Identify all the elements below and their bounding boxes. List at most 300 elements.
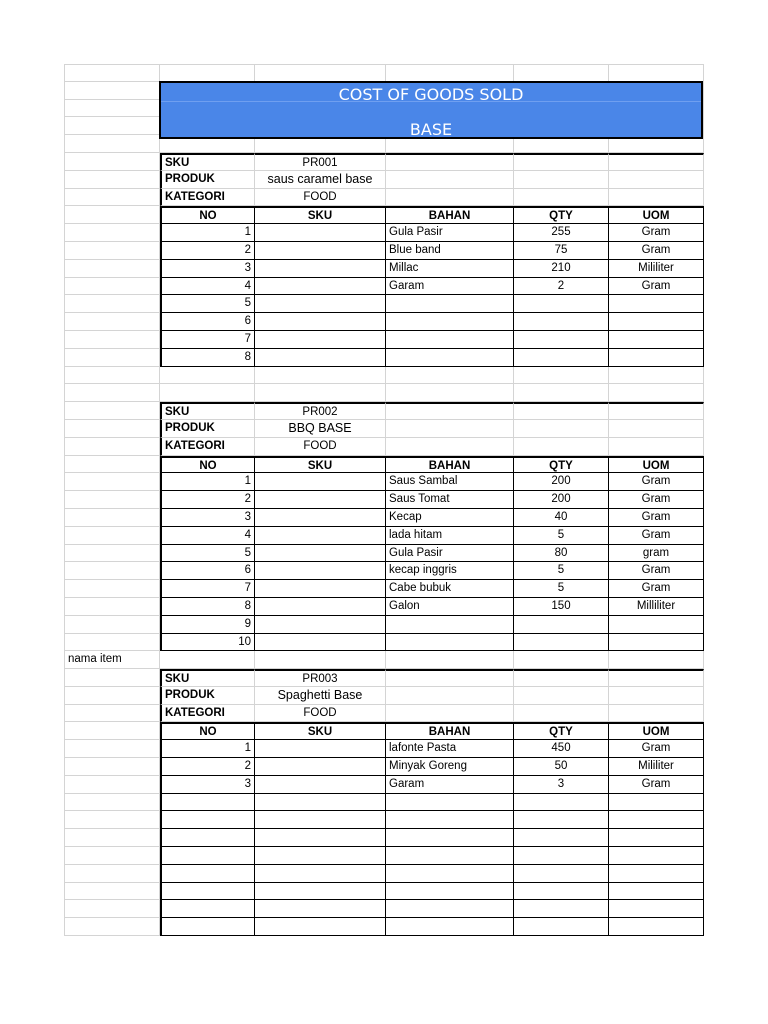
cell[interactable] bbox=[64, 349, 160, 367]
row-bahan[interactable]: lafonte Pasta bbox=[386, 740, 514, 758]
row-qty[interactable]: 150 bbox=[514, 598, 609, 616]
row-sku[interactable] bbox=[255, 883, 386, 901]
column-header-row bbox=[64, 722, 704, 740]
cell[interactable] bbox=[609, 438, 704, 456]
row-uom[interactable] bbox=[609, 900, 704, 918]
row-qty[interactable] bbox=[514, 900, 609, 918]
row-no[interactable] bbox=[160, 865, 255, 883]
row-bahan[interactable] bbox=[386, 616, 514, 634]
row-bahan[interactable]: Millac bbox=[386, 260, 514, 278]
cell[interactable] bbox=[64, 776, 160, 794]
product-name-row bbox=[64, 171, 704, 189]
row-bahan[interactable]: kecap inggris bbox=[386, 562, 514, 580]
sku-label[interactable]: SKU bbox=[160, 153, 255, 171]
col-header-qty[interactable]: QTY bbox=[514, 722, 609, 740]
cell[interactable] bbox=[160, 384, 255, 402]
row-uom[interactable] bbox=[609, 349, 704, 367]
row-qty[interactable]: 450 bbox=[514, 740, 609, 758]
table-row bbox=[64, 562, 704, 580]
row-sku[interactable] bbox=[255, 527, 386, 545]
row-qty[interactable]: 75 bbox=[514, 242, 609, 260]
row-bahan[interactable]: Gula Pasir bbox=[386, 224, 514, 242]
produk-label[interactable]: PRODUK bbox=[160, 687, 255, 705]
row-no[interactable]: 6 bbox=[160, 313, 255, 331]
cell[interactable] bbox=[64, 634, 160, 652]
row-uom[interactable]: Gram bbox=[609, 527, 704, 545]
row-uom[interactable]: Gram bbox=[609, 562, 704, 580]
cell[interactable] bbox=[609, 420, 704, 438]
row-sku[interactable] bbox=[255, 794, 386, 812]
table-row bbox=[64, 794, 704, 812]
row-sku[interactable] bbox=[255, 900, 386, 918]
cell[interactable] bbox=[64, 865, 160, 883]
row-qty[interactable] bbox=[514, 794, 609, 812]
sku-label[interactable]: SKU bbox=[160, 669, 255, 687]
row-bahan[interactable]: Minyak Goreng bbox=[386, 758, 514, 776]
cell[interactable] bbox=[386, 420, 514, 438]
table-row bbox=[64, 242, 704, 260]
row-sku[interactable] bbox=[255, 918, 386, 936]
row-sku[interactable] bbox=[255, 278, 386, 296]
row-bahan[interactable] bbox=[386, 847, 514, 865]
row-uom[interactable]: Mililiter bbox=[609, 758, 704, 776]
row-no[interactable] bbox=[160, 847, 255, 865]
row-no[interactable] bbox=[160, 811, 255, 829]
table-row bbox=[64, 278, 704, 296]
row-sku[interactable] bbox=[255, 580, 386, 598]
row-uom[interactable] bbox=[609, 331, 704, 349]
cell[interactable] bbox=[64, 456, 160, 474]
cell[interactable] bbox=[386, 651, 514, 669]
row-uom[interactable] bbox=[609, 829, 704, 847]
table-row bbox=[64, 829, 704, 847]
cell[interactable] bbox=[64, 598, 160, 616]
row-uom[interactable]: Mililiter bbox=[609, 260, 704, 278]
product-sku-value[interactable]: PR002 bbox=[255, 402, 386, 420]
cell[interactable] bbox=[609, 189, 704, 207]
cell[interactable] bbox=[64, 438, 160, 456]
row-bahan[interactable]: Kecap bbox=[386, 509, 514, 527]
cell[interactable] bbox=[64, 491, 160, 509]
row-bahan[interactable]: Garam bbox=[386, 278, 514, 296]
cell[interactable] bbox=[514, 438, 609, 456]
cell[interactable] bbox=[64, 189, 160, 207]
row-no[interactable]: 1 bbox=[160, 224, 255, 242]
cell[interactable] bbox=[64, 295, 160, 313]
product-category-value[interactable]: FOOD bbox=[255, 189, 386, 207]
cell[interactable] bbox=[64, 153, 160, 171]
row-uom[interactable] bbox=[609, 313, 704, 331]
cell[interactable] bbox=[64, 811, 160, 829]
cell[interactable] bbox=[64, 829, 160, 847]
row-uom[interactable]: Gram bbox=[609, 580, 704, 598]
empty-row bbox=[64, 367, 704, 385]
cell[interactable] bbox=[609, 171, 704, 189]
kategori-label[interactable]: KATEGORI bbox=[160, 189, 255, 207]
cell[interactable] bbox=[514, 669, 609, 687]
produk-label[interactable]: PRODUK bbox=[160, 420, 255, 438]
cell[interactable] bbox=[609, 64, 704, 82]
cell[interactable] bbox=[64, 580, 160, 598]
product-name-row bbox=[64, 420, 704, 438]
cell[interactable] bbox=[64, 758, 160, 776]
row-sku[interactable] bbox=[255, 349, 386, 367]
cell[interactable] bbox=[386, 402, 514, 420]
cell[interactable] bbox=[160, 367, 255, 385]
row-no[interactable]: 4 bbox=[160, 527, 255, 545]
row-uom[interactable]: Gram bbox=[609, 740, 704, 758]
cell[interactable] bbox=[64, 402, 160, 420]
row-uom[interactable] bbox=[609, 883, 704, 901]
cell[interactable] bbox=[514, 384, 609, 402]
cell[interactable] bbox=[64, 331, 160, 349]
cell[interactable] bbox=[514, 171, 609, 189]
row-uom[interactable]: Gram bbox=[609, 224, 704, 242]
cell[interactable] bbox=[64, 527, 160, 545]
row-bahan[interactable]: Cabe bubuk bbox=[386, 580, 514, 598]
row-qty[interactable]: 50 bbox=[514, 758, 609, 776]
cell[interactable] bbox=[386, 367, 514, 385]
row-no[interactable]: 3 bbox=[160, 509, 255, 527]
row-bahan[interactable] bbox=[386, 331, 514, 349]
cell[interactable] bbox=[64, 509, 160, 527]
row-qty[interactable]: 5 bbox=[514, 562, 609, 580]
row-sku[interactable] bbox=[255, 616, 386, 634]
row-no[interactable]: 3 bbox=[160, 776, 255, 794]
row-qty[interactable] bbox=[514, 865, 609, 883]
cell[interactable] bbox=[64, 616, 160, 634]
product-name-value[interactable]: saus caramel base bbox=[255, 171, 386, 189]
row-bahan[interactable]: Saus Tomat bbox=[386, 491, 514, 509]
row-qty[interactable]: 80 bbox=[514, 545, 609, 563]
row-qty[interactable]: 3 bbox=[514, 776, 609, 794]
cell[interactable] bbox=[64, 260, 160, 278]
product-sku-value[interactable]: PR003 bbox=[255, 669, 386, 687]
row-uom[interactable]: Milliliter bbox=[609, 598, 704, 616]
cell[interactable] bbox=[64, 64, 160, 82]
cell[interactable] bbox=[514, 420, 609, 438]
row-uom[interactable] bbox=[609, 634, 704, 652]
cell[interactable] bbox=[514, 367, 609, 385]
kategori-label[interactable]: KATEGORI bbox=[160, 438, 255, 456]
row-sku[interactable] bbox=[255, 562, 386, 580]
cell[interactable] bbox=[609, 153, 704, 171]
row-qty[interactable] bbox=[514, 811, 609, 829]
row-bahan[interactable] bbox=[386, 865, 514, 883]
row-sku[interactable] bbox=[255, 811, 386, 829]
table-row bbox=[64, 811, 704, 829]
row-no[interactable]: 5 bbox=[160, 295, 255, 313]
row-qty[interactable]: 5 bbox=[514, 580, 609, 598]
row-uom[interactable]: gram bbox=[609, 545, 704, 563]
cell[interactable] bbox=[386, 438, 514, 456]
row-qty[interactable] bbox=[514, 349, 609, 367]
cell[interactable] bbox=[514, 64, 609, 82]
cell[interactable] bbox=[386, 705, 514, 723]
product-category-row bbox=[64, 705, 704, 723]
row-no[interactable]: 7 bbox=[160, 580, 255, 598]
row-qty[interactable] bbox=[514, 331, 609, 349]
kategori-label[interactable]: KATEGORI bbox=[160, 705, 255, 723]
cell[interactable] bbox=[609, 402, 704, 420]
cell[interactable] bbox=[64, 420, 160, 438]
row-sku[interactable] bbox=[255, 634, 386, 652]
product-sku-value[interactable]: PR001 bbox=[255, 153, 386, 171]
row-no[interactable] bbox=[160, 918, 255, 936]
row-uom[interactable] bbox=[609, 295, 704, 313]
row-uom[interactable] bbox=[609, 865, 704, 883]
col-header-no[interactable]: NO bbox=[160, 206, 255, 224]
cell[interactable] bbox=[64, 100, 160, 118]
row-sku[interactable] bbox=[255, 295, 386, 313]
row-bahan[interactable] bbox=[386, 794, 514, 812]
table-row bbox=[64, 847, 704, 865]
row-no[interactable]: 9 bbox=[160, 616, 255, 634]
row-bahan[interactable] bbox=[386, 634, 514, 652]
col-header-uom[interactable]: UOM bbox=[609, 456, 704, 474]
cell[interactable] bbox=[64, 117, 160, 135]
product-sku-row bbox=[64, 153, 704, 171]
col-header-bahan[interactable]: BAHAN bbox=[386, 722, 514, 740]
row-sku[interactable] bbox=[255, 491, 386, 509]
cell[interactable] bbox=[609, 651, 704, 669]
cell[interactable] bbox=[64, 722, 160, 740]
col-header-uom[interactable]: UOM bbox=[609, 206, 704, 224]
row-no[interactable]: 2 bbox=[160, 758, 255, 776]
row-bahan[interactable] bbox=[386, 883, 514, 901]
table-row bbox=[64, 473, 704, 491]
cell[interactable] bbox=[386, 153, 514, 171]
table-row bbox=[64, 491, 704, 509]
row-bahan[interactable]: Galon bbox=[386, 598, 514, 616]
row-qty[interactable]: 210 bbox=[514, 260, 609, 278]
note-row bbox=[64, 651, 704, 669]
table-row bbox=[64, 580, 704, 598]
cell[interactable] bbox=[255, 64, 386, 82]
cell[interactable] bbox=[64, 669, 160, 687]
row-sku[interactable] bbox=[255, 545, 386, 563]
cell[interactable] bbox=[255, 367, 386, 385]
row-uom[interactable]: Gram bbox=[609, 278, 704, 296]
col-header-qty[interactable]: QTY bbox=[514, 456, 609, 474]
table-row bbox=[64, 918, 704, 936]
row-qty[interactable]: 40 bbox=[514, 509, 609, 527]
cell[interactable] bbox=[64, 794, 160, 812]
row-sku[interactable] bbox=[255, 598, 386, 616]
table-row bbox=[64, 758, 704, 776]
cell[interactable] bbox=[64, 705, 160, 723]
cell[interactable] bbox=[609, 669, 704, 687]
cell[interactable] bbox=[64, 687, 160, 705]
row-qty[interactable] bbox=[514, 918, 609, 936]
cell[interactable] bbox=[64, 562, 160, 580]
cell[interactable] bbox=[64, 224, 160, 242]
cell[interactable] bbox=[64, 473, 160, 491]
row-qty[interactable]: 2 bbox=[514, 278, 609, 296]
row-bahan[interactable] bbox=[386, 811, 514, 829]
row-sku[interactable] bbox=[255, 776, 386, 794]
cell[interactable] bbox=[386, 384, 514, 402]
row-sku[interactable] bbox=[255, 224, 386, 242]
cell[interactable] bbox=[609, 687, 704, 705]
cell[interactable] bbox=[514, 687, 609, 705]
row-sku[interactable] bbox=[255, 740, 386, 758]
row-qty[interactable]: 200 bbox=[514, 473, 609, 491]
col-header-sku[interactable]: SKU bbox=[255, 456, 386, 474]
row-no[interactable]: 5 bbox=[160, 545, 255, 563]
product-name-row bbox=[64, 687, 704, 705]
cell[interactable] bbox=[386, 64, 514, 82]
cell[interactable] bbox=[386, 189, 514, 207]
cell[interactable] bbox=[255, 384, 386, 402]
cell[interactable] bbox=[514, 651, 609, 669]
row-qty[interactable] bbox=[514, 616, 609, 634]
row-no[interactable]: 8 bbox=[160, 349, 255, 367]
row-qty[interactable]: 200 bbox=[514, 491, 609, 509]
row-bahan[interactable] bbox=[386, 918, 514, 936]
row-bahan[interactable]: Blue band bbox=[386, 242, 514, 260]
row-no[interactable]: 7 bbox=[160, 331, 255, 349]
row-bahan[interactable] bbox=[386, 295, 514, 313]
row-sku[interactable] bbox=[255, 242, 386, 260]
row-no[interactable]: 2 bbox=[160, 242, 255, 260]
row-uom[interactable] bbox=[609, 811, 704, 829]
produk-label[interactable]: PRODUK bbox=[160, 171, 255, 189]
row-qty[interactable] bbox=[514, 313, 609, 331]
row-qty[interactable] bbox=[514, 829, 609, 847]
row-sku[interactable] bbox=[255, 509, 386, 527]
row-no[interactable]: 1 bbox=[160, 473, 255, 491]
table-row bbox=[64, 740, 704, 758]
cell[interactable] bbox=[514, 189, 609, 207]
row-sku[interactable] bbox=[255, 758, 386, 776]
row-uom[interactable]: Gram bbox=[609, 491, 704, 509]
row-no[interactable] bbox=[160, 794, 255, 812]
col-header-bahan[interactable]: BAHAN bbox=[386, 456, 514, 474]
col-header-sku[interactable]: SKU bbox=[255, 206, 386, 224]
col-header-sku[interactable]: SKU bbox=[255, 722, 386, 740]
cell[interactable] bbox=[64, 82, 160, 100]
cell[interactable] bbox=[386, 669, 514, 687]
row-bahan[interactable]: lada hitam bbox=[386, 527, 514, 545]
row-sku[interactable] bbox=[255, 847, 386, 865]
table-row bbox=[64, 313, 704, 331]
cell[interactable] bbox=[64, 242, 160, 260]
cell[interactable] bbox=[64, 367, 160, 385]
row-sku[interactable] bbox=[255, 473, 386, 491]
cell[interactable] bbox=[609, 367, 704, 385]
cell[interactable] bbox=[64, 384, 160, 402]
col-header-no[interactable]: NO bbox=[160, 722, 255, 740]
col-header-qty[interactable]: QTY bbox=[514, 206, 609, 224]
cell[interactable] bbox=[609, 384, 704, 402]
col-header-uom[interactable]: UOM bbox=[609, 722, 704, 740]
row-sku[interactable] bbox=[255, 865, 386, 883]
cell[interactable] bbox=[64, 171, 160, 189]
row-bahan[interactable] bbox=[386, 313, 514, 331]
row-no[interactable]: 8 bbox=[160, 598, 255, 616]
row-bahan[interactable]: Garam bbox=[386, 776, 514, 794]
cell[interactable] bbox=[64, 313, 160, 331]
row-qty[interactable] bbox=[514, 295, 609, 313]
row-bahan[interactable]: Gula Pasir bbox=[386, 545, 514, 563]
cell[interactable] bbox=[160, 651, 255, 669]
row-qty[interactable] bbox=[514, 883, 609, 901]
row-no[interactable]: 10 bbox=[160, 634, 255, 652]
row-bahan[interactable]: Saus Sambal bbox=[386, 473, 514, 491]
cell[interactable] bbox=[64, 883, 160, 901]
row-sku[interactable] bbox=[255, 829, 386, 847]
row-no[interactable] bbox=[160, 829, 255, 847]
row-sku[interactable] bbox=[255, 331, 386, 349]
cell[interactable] bbox=[609, 705, 704, 723]
row-uom[interactable]: Gram bbox=[609, 473, 704, 491]
product-category-value[interactable]: FOOD bbox=[255, 705, 386, 723]
cell[interactable] bbox=[514, 402, 609, 420]
row-uom[interactable] bbox=[609, 918, 704, 936]
col-header-bahan[interactable]: BAHAN bbox=[386, 206, 514, 224]
row-bahan[interactable] bbox=[386, 349, 514, 367]
row-no[interactable]: 4 bbox=[160, 278, 255, 296]
row-qty[interactable]: 255 bbox=[514, 224, 609, 242]
side-note[interactable]: nama item bbox=[64, 651, 160, 669]
cell[interactable] bbox=[386, 687, 514, 705]
cell[interactable] bbox=[64, 918, 160, 936]
row-qty[interactable] bbox=[514, 634, 609, 652]
row-no[interactable] bbox=[160, 900, 255, 918]
row-no[interactable]: 1 bbox=[160, 740, 255, 758]
row-bahan[interactable] bbox=[386, 829, 514, 847]
row-uom[interactable] bbox=[609, 794, 704, 812]
cell[interactable] bbox=[64, 135, 160, 153]
cell[interactable] bbox=[386, 171, 514, 189]
empty-row bbox=[64, 64, 704, 82]
table-row bbox=[64, 900, 704, 918]
row-sku[interactable] bbox=[255, 260, 386, 278]
row-bahan[interactable] bbox=[386, 900, 514, 918]
cell[interactable] bbox=[160, 64, 255, 82]
cell[interactable] bbox=[64, 206, 160, 224]
row-no[interactable]: 3 bbox=[160, 260, 255, 278]
product-category-value[interactable]: FOOD bbox=[255, 438, 386, 456]
row-no[interactable] bbox=[160, 883, 255, 901]
cell[interactable] bbox=[255, 651, 386, 669]
cogs-header-banner[interactable] bbox=[159, 81, 703, 139]
row-qty[interactable]: 5 bbox=[514, 527, 609, 545]
cell[interactable] bbox=[64, 740, 160, 758]
cell[interactable] bbox=[64, 278, 160, 296]
row-uom[interactable]: Gram bbox=[609, 776, 704, 794]
row-uom[interactable]: Gram bbox=[609, 242, 704, 260]
sku-label[interactable]: SKU bbox=[160, 402, 255, 420]
product-name-value[interactable]: BBQ BASE bbox=[255, 420, 386, 438]
table-row bbox=[64, 509, 704, 527]
cell[interactable] bbox=[514, 153, 609, 171]
cell[interactable] bbox=[514, 705, 609, 723]
cell[interactable] bbox=[64, 900, 160, 918]
product-name-value[interactable]: Spaghetti Base bbox=[255, 687, 386, 705]
row-uom[interactable] bbox=[609, 616, 704, 634]
row-sku[interactable] bbox=[255, 313, 386, 331]
row-qty[interactable] bbox=[514, 847, 609, 865]
row-no[interactable]: 6 bbox=[160, 562, 255, 580]
cell[interactable] bbox=[64, 545, 160, 563]
row-uom[interactable] bbox=[609, 847, 704, 865]
row-no[interactable]: 2 bbox=[160, 491, 255, 509]
cell[interactable] bbox=[64, 847, 160, 865]
row-uom[interactable]: Gram bbox=[609, 509, 704, 527]
col-header-no[interactable]: NO bbox=[160, 456, 255, 474]
